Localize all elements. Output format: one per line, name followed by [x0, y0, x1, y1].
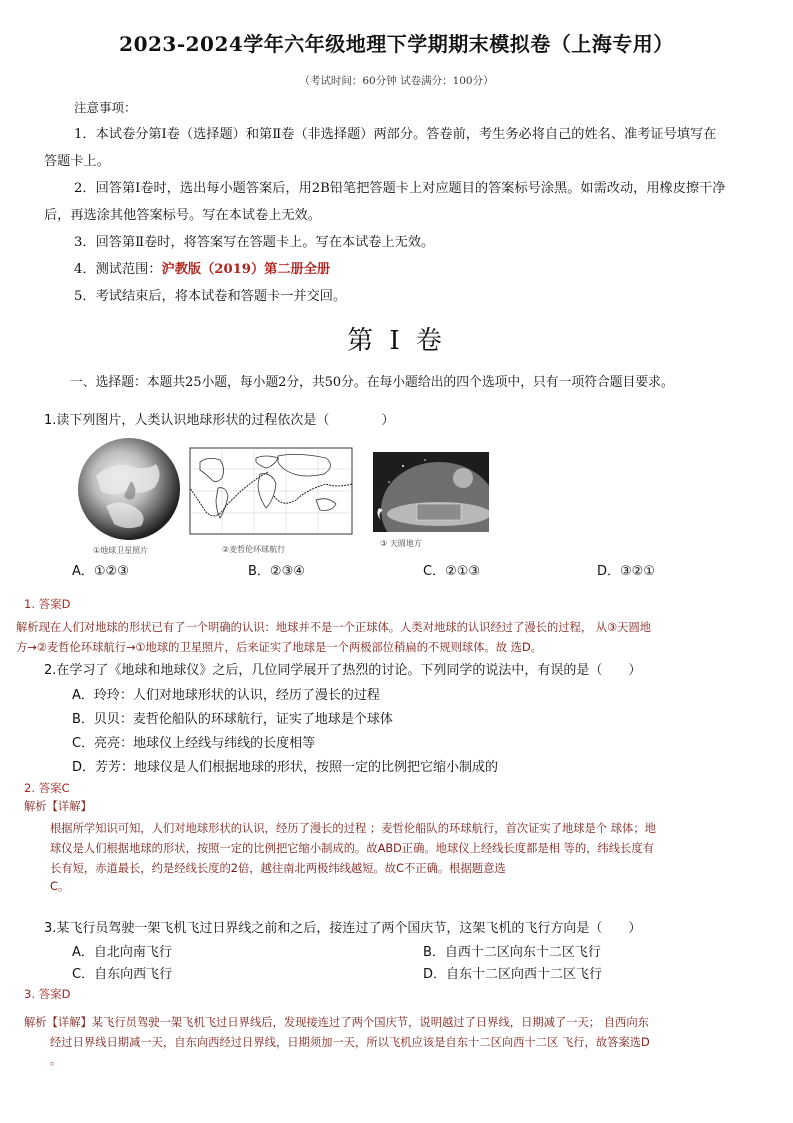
q1-option-a: A．①②③	[72, 564, 129, 579]
notice-heading: 注意事项：	[74, 100, 137, 115]
notice-item-1b: 答题卡上。	[44, 154, 110, 169]
q3-analysis-line1: 解析【详解】某飞行员驾驶一架飞机飞过日界线后，发现接连过了两个国庆节，说明越过了日界线，日期减了一天； 自西向东	[24, 1016, 649, 1029]
question-1-stem: 1.读下列图片，人类认识地球形状的过程依次是（ ）	[44, 413, 395, 428]
q2-analysis-label: 解析【详解】	[24, 800, 92, 813]
satellite-earth-image	[76, 436, 182, 542]
page-title: 2023-2024学年六年级地理下学期期末模拟卷（上海专用）	[119, 32, 674, 56]
q3-answer: 3. 答案D	[24, 987, 71, 1001]
q3-analysis-line2: 经过日界线日期减一天，自东向西经过日界线，日期须加一天，所以飞机应该是自东十二区向西十二区 飞行，故答案选D	[50, 1036, 650, 1049]
section-instruction: 一、选择题：本题共25小题，每小题2分，共50分。在每小题给出的四个选项中，只有一项符合题目要求。	[70, 375, 674, 390]
q1-analysis-line1: 解析现在人们对地球的形状已有了一个明确的认识：地球并不是一个正球体。人类对地球的认识经过了漫长的过程， 从③天圆地	[16, 621, 652, 634]
q2-analysis-line4: C。	[50, 880, 70, 893]
q1-option-d: D．③②①	[597, 564, 655, 579]
magellan-voyage-map	[186, 444, 356, 544]
q2-answer: 2. 答案C	[24, 781, 70, 795]
caption-2: ②麦哲伦环球航行	[222, 545, 286, 554]
q2-option-a: A．玲玲：人们对地球形状的认识，经历了漫长的过程	[72, 688, 380, 703]
notice-item-1a: 1．本试卷分第Ⅰ卷（选择题）和第Ⅱ卷（非选择题）两部分。答卷前，考生务必将自己的姓名、准考证号填写在	[74, 127, 717, 142]
notice-item-4-prefix: 4．测试范围：	[74, 262, 162, 277]
notice-item-2b: 后，再选涂其他答案标号。写在本试卷上无效。	[44, 208, 321, 223]
test-scope: 沪教版（2019）第二册全册	[161, 262, 331, 277]
q2-option-c: C．亮亮：地球仪上经线与纬线的长度相等	[72, 736, 316, 751]
caption-1: ①地球卫星照片	[93, 546, 149, 555]
tianyuan-difang-image	[373, 452, 489, 532]
caption-3: ③ 天圆地方	[380, 539, 422, 548]
notice-item-3: 3．回答第Ⅱ卷时，将答案写在答题卡上。写在本试卷上无效。	[74, 235, 435, 250]
q1-option-c: C．②①③	[423, 564, 481, 579]
q2-analysis-line2: 球仪是人们根据地球的形状，按照一定的比例把它缩小制成的。故ABD正确。地球仪上经线长度都是相 等的，纬线长度有	[50, 842, 654, 855]
question-2-stem: 2.在学习了《地球和地球仪》之后，几位同学展开了热烈的讨论。下列同学的说法中，有误的是（ ）	[44, 663, 642, 678]
notice-item-5: 5．考试结束后，将本试卷和答题卡一并交回。	[74, 289, 347, 304]
q3-option-d: D．自东十二区向西十二区飞行	[423, 967, 603, 982]
question-3-stem: 3.某飞行员驾驶一架飞机飞过日界线之前和之后，接连过了两个国庆节，这架飞机的飞行方向是（ ）	[44, 921, 642, 936]
q1-answer: 1. 答案D	[24, 597, 71, 611]
section-title: 第 I 卷	[347, 326, 446, 356]
q2-option-d: D．芳芳：地球仪是人们根据地球的形状，按照一定的比例把它缩小制成的	[72, 760, 499, 775]
q2-analysis-line1: 根据所学知识可知，人们对地球形状的认识，经历了漫长的过程 ；麦哲伦船队的环球航行，首次证实了地球是个 球体；地	[50, 822, 656, 835]
q3-analysis-line3: 。	[50, 1054, 62, 1067]
q3-option-c: C．自东向西飞行	[72, 967, 173, 982]
q2-option-b: B．贝贝：麦哲伦船队的环球航行，证实了地球是个球体	[72, 712, 393, 727]
q2-analysis-line3: 长有短，赤道最长，约是经线长度的2倍，越往南北两极纬线越短。故C不正确。根据题意选	[50, 862, 506, 875]
q3-option-b: B．自西十二区向东十二区飞行	[423, 945, 601, 960]
notice-item-4	[74, 259, 330, 281]
q1-analysis-line2: 方→②麦哲伦环球航行→①地球的卫星照片，后来证实了地球是一个两极部位稍扁的不规则球体。故 选D。	[16, 641, 542, 654]
notice-item-2a: 2．回答第Ⅰ卷时，选出每小题答案后，用2B铅笔把答题卡上对应题目的答案标号涂黑。如需改动，用橡皮擦干净	[74, 181, 726, 196]
q3-option-a: A．自北向南飞行	[72, 945, 172, 960]
exam-meta: （考试时间：60分钟 试卷满分：100分）	[299, 75, 494, 87]
q1-option-b: B．②③④	[248, 564, 305, 579]
